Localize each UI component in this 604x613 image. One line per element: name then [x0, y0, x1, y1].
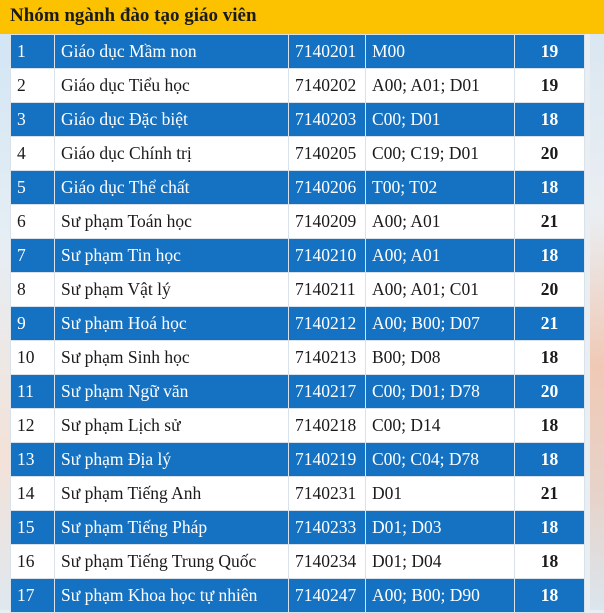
major-name-cell: Giáo dục Thể chất [55, 171, 289, 205]
major-name-cell: Giáo dục Đặc biệt [55, 103, 289, 137]
major-name-cell: Sư phạm Tin học [55, 239, 289, 273]
major-code-cell: 7140247 [289, 579, 366, 613]
row-number-cell: 15 [11, 511, 55, 545]
row-number-cell: 6 [11, 205, 55, 239]
major-name-cell: Sư phạm Tiếng Trung Quốc [55, 545, 289, 579]
row-number-cell: 5 [11, 171, 55, 205]
major-name-cell: Sư phạm Địa lý [55, 443, 289, 477]
row-number-cell: 4 [11, 137, 55, 171]
table-row [11, 409, 585, 443]
score-cell: 18 [515, 171, 585, 205]
table-row [11, 239, 585, 273]
score-cell: 18 [515, 511, 585, 545]
major-name-cell: Sư phạm Vật lý [55, 273, 289, 307]
table-row [11, 137, 585, 171]
score-cell: 18 [515, 443, 585, 477]
row-number-cell: 9 [11, 307, 55, 341]
subject-combination-cell: A00; A01; C01 [366, 273, 515, 307]
table-row [11, 477, 585, 511]
table-row [11, 341, 585, 375]
major-code-cell: 7140209 [289, 205, 366, 239]
score-cell: 19 [515, 35, 585, 69]
major-name-cell: Sư phạm Lịch sử [55, 409, 289, 443]
subject-combination-cell: C00; D01 [366, 103, 515, 137]
subject-combination-cell: C00; D14 [366, 409, 515, 443]
teacher-training-table [10, 34, 585, 613]
major-name-cell: Sư phạm Sinh học [55, 341, 289, 375]
subject-combination-cell: D01; D04 [366, 545, 515, 579]
row-number-cell: 11 [11, 375, 55, 409]
major-name-cell: Sư phạm Toán học [55, 205, 289, 239]
major-name-cell: Sư phạm Khoa học tự nhiên [55, 579, 289, 613]
background-left-edge [0, 0, 10, 610]
score-cell: 20 [515, 137, 585, 171]
major-code-cell: 7140218 [289, 409, 366, 443]
row-number-cell: 10 [11, 341, 55, 375]
table-row [11, 35, 585, 69]
score-cell: 19 [515, 69, 585, 103]
major-code-cell: 7140206 [289, 171, 366, 205]
table-row [11, 205, 585, 239]
major-name-cell: Giáo dục Tiểu học [55, 69, 289, 103]
score-cell: 18 [515, 579, 585, 613]
row-number-cell: 8 [11, 273, 55, 307]
table-row [11, 579, 585, 613]
major-name-cell: Sư phạm Ngữ văn [55, 375, 289, 409]
major-code-cell: 7140202 [289, 69, 366, 103]
table-row [11, 273, 585, 307]
major-code-cell: 7140217 [289, 375, 366, 409]
table-row [11, 545, 585, 579]
score-cell: 20 [515, 375, 585, 409]
major-code-cell: 7140211 [289, 273, 366, 307]
major-code-cell: 7140203 [289, 103, 366, 137]
table-row [11, 171, 585, 205]
major-code-cell: 7140233 [289, 511, 366, 545]
major-code-cell: 7140219 [289, 443, 366, 477]
table-row [11, 307, 585, 341]
subject-combination-cell: D01 [366, 477, 515, 511]
table-row [11, 103, 585, 137]
score-cell: 21 [515, 205, 585, 239]
subject-combination-cell: B00; D08 [366, 341, 515, 375]
subject-combination-cell: A00; B00; D07 [366, 307, 515, 341]
subject-combination-cell: C00; D01; D78 [366, 375, 515, 409]
row-number-cell: 17 [11, 579, 55, 613]
subject-combination-cell: A00; A01 [366, 205, 515, 239]
major-name-cell: Sư phạm Tiếng Anh [55, 477, 289, 511]
subject-combination-cell: C00; C19; D01 [366, 137, 515, 171]
subject-combination-cell: A00; A01; D01 [366, 69, 515, 103]
table-title: Nhóm ngành đào tạo giáo viên [10, 5, 257, 26]
row-number-cell: 12 [11, 409, 55, 443]
score-cell: 18 [515, 103, 585, 137]
major-code-cell: 7140212 [289, 307, 366, 341]
major-name-cell: Giáo dục Mầm non [55, 35, 289, 69]
major-name-cell: Sư phạm Hoá học [55, 307, 289, 341]
major-name-cell: Sư phạm Tiếng Pháp [55, 511, 289, 545]
row-number-cell: 16 [11, 545, 55, 579]
subject-combination-cell: D01; D03 [366, 511, 515, 545]
background-right-edge [590, 0, 604, 610]
major-code-cell: 7140231 [289, 477, 366, 511]
table-row [11, 511, 585, 545]
table-header-band [0, 0, 604, 34]
subject-combination-cell: T00; T02 [366, 171, 515, 205]
score-cell: 18 [515, 545, 585, 579]
score-cell: 18 [515, 409, 585, 443]
major-code-cell: 7140205 [289, 137, 366, 171]
row-number-cell: 2 [11, 69, 55, 103]
row-number-cell: 14 [11, 477, 55, 511]
subject-combination-cell: A00; A01 [366, 239, 515, 273]
score-cell: 20 [515, 273, 585, 307]
table-row [11, 375, 585, 409]
major-name-cell: Giáo dục Chính trị [55, 137, 289, 171]
row-number-cell: 1 [11, 35, 55, 69]
row-number-cell: 13 [11, 443, 55, 477]
score-cell: 21 [515, 307, 585, 341]
major-code-cell: 7140210 [289, 239, 366, 273]
score-cell: 21 [515, 477, 585, 511]
subject-combination-cell: M00 [366, 35, 515, 69]
table-row [11, 69, 585, 103]
score-cell: 18 [515, 341, 585, 375]
subject-combination-cell: A00; B00; D90 [366, 579, 515, 613]
major-code-cell: 7140201 [289, 35, 366, 69]
row-number-cell: 7 [11, 239, 55, 273]
table-body [11, 35, 585, 613]
row-number-cell: 3 [11, 103, 55, 137]
major-code-cell: 7140234 [289, 545, 366, 579]
major-code-cell: 7140213 [289, 341, 366, 375]
table-row [11, 443, 585, 477]
score-cell: 18 [515, 239, 585, 273]
subject-combination-cell: C00; C04; D78 [366, 443, 515, 477]
